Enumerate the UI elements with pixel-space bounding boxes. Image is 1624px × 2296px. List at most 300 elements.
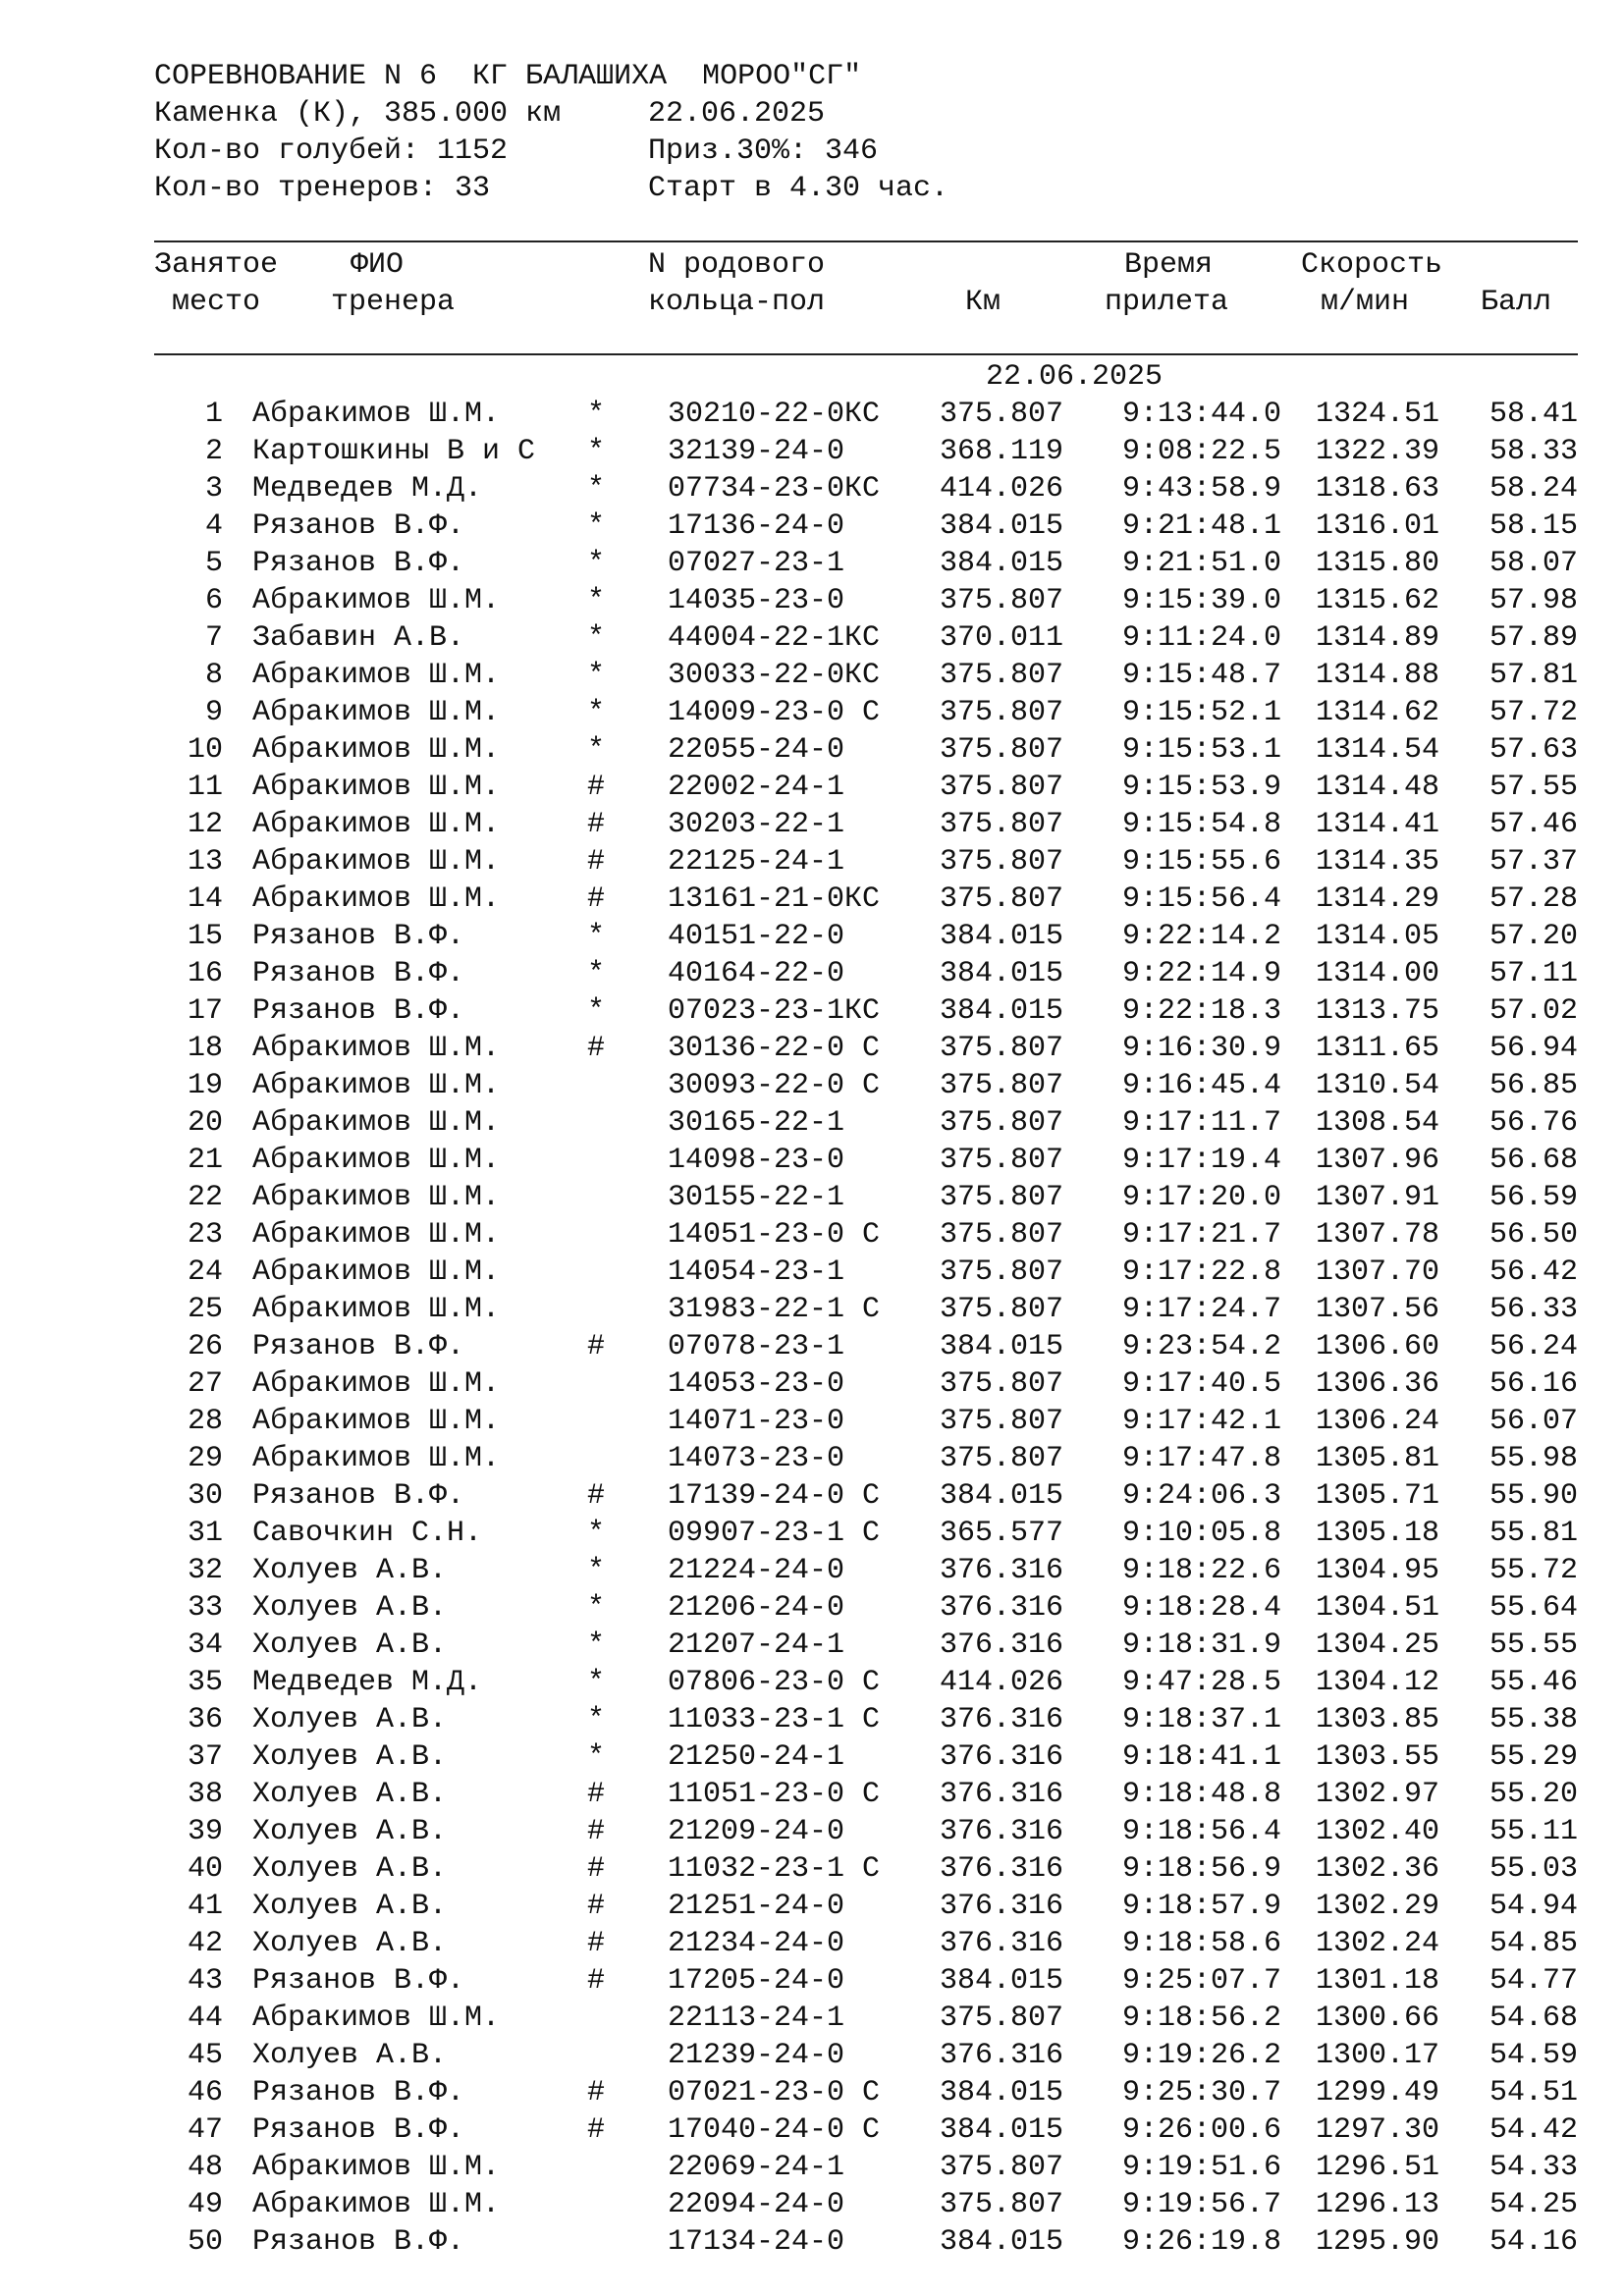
row-trainer-name: Абракимов Ш.М. [252, 1405, 501, 1438]
row-place: 35 [187, 1666, 223, 1699]
row-distance-km: 375.807 [939, 1442, 1063, 1475]
header-top-rule [154, 240, 1578, 242]
row-place: 11 [187, 771, 223, 804]
row-speed: 1318.63 [1315, 472, 1439, 506]
row-speed: 1304.12 [1315, 1666, 1439, 1699]
row-mark: * [587, 920, 606, 953]
row-distance-km: 384.015 [939, 2113, 1063, 2147]
row-arrival-time: 9:43:58.9 [1121, 472, 1281, 506]
row-ring-number: 17136-24-0 [668, 509, 845, 543]
trainer-count: Кол-во тренеров: 33 [154, 172, 491, 205]
row-arrival-time: 9:25:30.7 [1121, 2076, 1281, 2109]
row-arrival-time: 9:19:56.7 [1121, 2188, 1281, 2221]
row-mark: # [587, 771, 606, 804]
row-distance-km: 375.807 [939, 1255, 1063, 1289]
row-arrival-time: 9:18:56.4 [1121, 1815, 1281, 1848]
row-score: 54.25 [1489, 2188, 1578, 2221]
row-place: 25 [187, 1293, 223, 1326]
row-distance-km: 376.316 [939, 1890, 1063, 1923]
row-speed: 1302.24 [1315, 1927, 1439, 1960]
row-arrival-time: 9:17:40.5 [1121, 1367, 1281, 1401]
row-trainer-name: Абракимов Ш.М. [252, 733, 501, 767]
row-ring-number: 44004-22-1КС [668, 621, 881, 655]
row-place: 21 [187, 1144, 223, 1177]
row-arrival-time: 9:15:53.1 [1121, 733, 1281, 767]
col-speed-header-2: м/мин [1321, 286, 1410, 319]
row-arrival-time: 9:18:57.9 [1121, 1890, 1281, 1923]
row-speed: 1300.66 [1315, 2002, 1439, 2035]
row-mark: # [587, 1778, 606, 1811]
row-ring-number: 22055-24-0 [668, 733, 845, 767]
row-distance-km: 376.316 [939, 1591, 1063, 1625]
row-score: 57.63 [1489, 733, 1578, 767]
row-distance-km: 375.807 [939, 771, 1063, 804]
row-trainer-name: Рязанов В.Ф. [252, 1964, 465, 1998]
row-ring-number: 21224-24-0 [668, 1554, 845, 1587]
row-arrival-time: 9:18:37.1 [1121, 1703, 1281, 1736]
col-name-header-1: ФИО [351, 248, 405, 282]
row-trainer-name: Абракимов Ш.М. [252, 1106, 501, 1140]
row-speed: 1322.39 [1315, 435, 1439, 468]
row-score: 55.46 [1489, 1666, 1578, 1699]
row-score: 56.24 [1489, 1330, 1578, 1363]
row-mark: # [587, 882, 606, 916]
row-arrival-time: 9:22:18.3 [1121, 994, 1281, 1028]
row-mark: * [587, 957, 606, 990]
row-ring-number: 21207-24-1 [668, 1629, 845, 1662]
row-distance-km: 365.577 [939, 1517, 1063, 1550]
row-mark: # [587, 808, 606, 841]
row-arrival-time: 9:15:39.0 [1121, 584, 1281, 617]
start-time: Старт в 4.30 час. [648, 172, 949, 205]
row-ring-number: 30165-22-1 [668, 1106, 845, 1140]
row-mark: # [587, 1890, 606, 1923]
row-place: 45 [187, 2039, 223, 2072]
row-place: 37 [187, 1740, 223, 1774]
row-place: 41 [187, 1890, 223, 1923]
row-trainer-name: Абракимов Ш.М. [252, 1218, 501, 1252]
row-trainer-name: Рязанов В.Ф. [252, 547, 465, 580]
row-speed: 1295.90 [1315, 2225, 1439, 2259]
row-distance-km: 375.807 [939, 882, 1063, 916]
row-place: 16 [187, 957, 223, 990]
row-score: 57.11 [1489, 957, 1578, 990]
row-place: 24 [187, 1255, 223, 1289]
row-mark: * [587, 584, 606, 617]
row-distance-km: 375.807 [939, 1293, 1063, 1326]
row-trainer-name: Холуев А.В. [252, 1927, 448, 1960]
row-mark: # [587, 1964, 606, 1998]
row-score: 55.11 [1489, 1815, 1578, 1848]
row-speed: 1314.41 [1315, 808, 1439, 841]
row-ring-number: 40164-22-0 [668, 957, 845, 990]
row-ring-number: 30155-22-1 [668, 1181, 845, 1214]
row-score: 57.55 [1489, 771, 1578, 804]
row-place: 12 [187, 808, 223, 841]
row-trainer-name: Абракимов Ш.М. [252, 2188, 501, 2221]
row-distance-km: 376.316 [939, 2039, 1063, 2072]
row-place: 43 [187, 1964, 223, 1998]
row-arrival-time: 9:18:28.4 [1121, 1591, 1281, 1625]
row-score: 54.42 [1489, 2113, 1578, 2147]
row-place: 2 [204, 435, 223, 468]
row-ring-number: 11051-23-0 С [668, 1778, 881, 1811]
col-score-header: Балл [1481, 286, 1552, 319]
row-place: 18 [187, 1032, 223, 1065]
row-speed: 1324.51 [1315, 398, 1439, 431]
row-ring-number: 30136-22-0 С [668, 1032, 881, 1065]
row-speed: 1300.17 [1315, 2039, 1439, 2072]
row-speed: 1304.51 [1315, 1591, 1439, 1625]
row-distance-km: 375.807 [939, 2188, 1063, 2221]
row-place: 32 [187, 1554, 223, 1587]
row-speed: 1311.65 [1315, 1032, 1439, 1065]
row-place: 30 [187, 1479, 223, 1513]
row-place: 8 [204, 659, 223, 692]
row-score: 58.33 [1489, 435, 1578, 468]
row-trainer-name: Холуев А.В. [252, 1554, 448, 1587]
row-place: 48 [187, 2151, 223, 2184]
row-trainer-name: Рязанов В.Ф. [252, 509, 465, 543]
row-arrival-time: 9:23:54.2 [1121, 1330, 1281, 1363]
row-arrival-time: 9:21:51.0 [1121, 547, 1281, 580]
row-score: 55.29 [1489, 1740, 1578, 1774]
row-arrival-time: 9:10:05.8 [1121, 1517, 1281, 1550]
row-place: 46 [187, 2076, 223, 2109]
row-speed: 1304.95 [1315, 1554, 1439, 1587]
row-speed: 1315.80 [1315, 547, 1439, 580]
row-score: 57.28 [1489, 882, 1578, 916]
row-arrival-time: 9:17:47.8 [1121, 1442, 1281, 1475]
row-trainer-name: Савочкин С.Н. [252, 1517, 483, 1550]
row-score: 55.98 [1489, 1442, 1578, 1475]
row-ring-number: 14071-23-0 [668, 1405, 845, 1438]
row-distance-km: 375.807 [939, 1367, 1063, 1401]
row-ring-number: 09907-23-1 С [668, 1517, 881, 1550]
row-mark: * [587, 1517, 606, 1550]
row-ring-number: 40151-22-0 [668, 920, 845, 953]
row-score: 57.98 [1489, 584, 1578, 617]
row-place: 29 [187, 1442, 223, 1475]
row-distance-km: 376.316 [939, 1852, 1063, 1886]
row-distance-km: 414.026 [939, 472, 1063, 506]
row-speed: 1299.49 [1315, 2076, 1439, 2109]
row-distance-km: 368.119 [939, 435, 1063, 468]
row-score: 57.72 [1489, 696, 1578, 729]
row-ring-number: 22002-24-1 [668, 771, 845, 804]
row-ring-number: 07023-23-1КС [668, 994, 881, 1028]
row-speed: 1297.30 [1315, 2113, 1439, 2147]
row-trainer-name: Холуев А.В. [252, 1778, 448, 1811]
row-ring-number: 21239-24-0 [668, 2039, 845, 2072]
row-distance-km: 375.807 [939, 1181, 1063, 1214]
row-mark: * [587, 509, 606, 543]
row-mark: # [587, 845, 606, 879]
row-score: 54.16 [1489, 2225, 1578, 2259]
row-score: 54.33 [1489, 2151, 1578, 2184]
row-speed: 1302.29 [1315, 1890, 1439, 1923]
row-distance-km: 384.015 [939, 547, 1063, 580]
row-distance-km: 375.807 [939, 845, 1063, 879]
row-score: 56.68 [1489, 1144, 1578, 1177]
row-ring-number: 21206-24-0 [668, 1591, 845, 1625]
row-trainer-name: Рязанов В.Ф. [252, 957, 465, 990]
row-trainer-name: Холуев А.В. [252, 1703, 448, 1736]
row-distance-km: 384.015 [939, 920, 1063, 953]
row-speed: 1303.55 [1315, 1740, 1439, 1774]
row-trainer-name: Медведев М.Д. [252, 472, 483, 506]
row-mark: * [587, 1703, 606, 1736]
row-score: 57.46 [1489, 808, 1578, 841]
row-ring-number: 14053-23-0 [668, 1367, 845, 1401]
row-arrival-time: 9:21:48.1 [1121, 509, 1281, 543]
row-trainer-name: Абракимов Ш.М. [252, 1032, 501, 1065]
row-place: 31 [187, 1517, 223, 1550]
row-place: 42 [187, 1927, 223, 1960]
row-place: 27 [187, 1367, 223, 1401]
row-trainer-name: Абракимов Ш.М. [252, 1367, 501, 1401]
row-speed: 1302.36 [1315, 1852, 1439, 1886]
row-arrival-time: 9:22:14.2 [1121, 920, 1281, 953]
row-trainer-name: Абракимов Ш.М. [252, 1255, 501, 1289]
row-distance-km: 384.015 [939, 957, 1063, 990]
row-distance-km: 384.015 [939, 1479, 1063, 1513]
row-trainer-name: Абракимов Ш.М. [252, 845, 501, 879]
row-arrival-time: 9:18:48.8 [1121, 1778, 1281, 1811]
row-ring-number: 14054-23-1 [668, 1255, 845, 1289]
col-place-header-1: Занятое [154, 248, 279, 282]
row-distance-km: 376.316 [939, 1815, 1063, 1848]
row-mark: # [587, 2076, 606, 2109]
row-trainer-name: Рязанов В.Ф. [252, 2113, 465, 2147]
row-place: 4 [204, 509, 223, 543]
row-trainer-name: Абракимов Ш.М. [252, 696, 501, 729]
row-trainer-name: Абракимов Ш.М. [252, 882, 501, 916]
row-arrival-time: 9:17:20.0 [1121, 1181, 1281, 1214]
row-place: 26 [187, 1330, 223, 1363]
col-speed-header-1: Скорость [1301, 248, 1443, 282]
row-arrival-time: 9:18:41.1 [1121, 1740, 1281, 1774]
row-trainer-name: Холуев А.В. [252, 1629, 448, 1662]
row-distance-km: 376.316 [939, 1629, 1063, 1662]
row-ring-number: 21234-24-0 [668, 1927, 845, 1960]
row-ring-number: 17134-24-0 [668, 2225, 845, 2259]
row-trainer-name: Абракимов Ш.М. [252, 771, 501, 804]
row-ring-number: 30033-22-0КС [668, 659, 881, 692]
row-place: 1 [204, 398, 223, 431]
row-score: 55.64 [1489, 1591, 1578, 1625]
row-ring-number: 14073-23-0 [668, 1442, 845, 1475]
row-place: 49 [187, 2188, 223, 2221]
row-ring-number: 14098-23-0 [668, 1144, 845, 1177]
row-arrival-time: 9:18:56.2 [1121, 2002, 1281, 2035]
row-place: 14 [187, 882, 223, 916]
row-speed: 1303.85 [1315, 1703, 1439, 1736]
row-distance-km: 375.807 [939, 1032, 1063, 1065]
row-speed: 1314.89 [1315, 621, 1439, 655]
row-arrival-time: 9:15:52.1 [1121, 696, 1281, 729]
row-distance-km: 384.015 [939, 994, 1063, 1028]
row-ring-number: 22125-24-1 [668, 845, 845, 879]
row-trainer-name: Холуев А.В. [252, 1815, 448, 1848]
row-score: 54.94 [1489, 1890, 1578, 1923]
row-place: 36 [187, 1703, 223, 1736]
row-trainer-name: Абракимов Ш.М. [252, 584, 501, 617]
row-mark: * [587, 659, 606, 692]
row-place: 39 [187, 1815, 223, 1848]
row-speed: 1305.71 [1315, 1479, 1439, 1513]
row-trainer-name: Холуев А.В. [252, 1852, 448, 1886]
row-arrival-time: 9:47:28.5 [1121, 1666, 1281, 1699]
row-ring-number: 07021-23-0 С [668, 2076, 881, 2109]
col-time-header-2: прилета [1105, 286, 1229, 319]
row-arrival-time: 9:18:56.9 [1121, 1852, 1281, 1886]
row-place: 23 [187, 1218, 223, 1252]
row-trainer-name: Рязанов В.Ф. [252, 1479, 465, 1513]
row-arrival-time: 9:15:56.4 [1121, 882, 1281, 916]
row-score: 55.72 [1489, 1554, 1578, 1587]
row-ring-number: 07078-23-1 [668, 1330, 845, 1363]
row-trainer-name: Абракимов Ш.М. [252, 398, 501, 431]
row-ring-number: 17139-24-0 С [668, 1479, 881, 1513]
row-speed: 1306.60 [1315, 1330, 1439, 1363]
row-mark: # [587, 1330, 606, 1363]
row-distance-km: 375.807 [939, 696, 1063, 729]
row-arrival-time: 9:15:53.9 [1121, 771, 1281, 804]
col-place-header-2: место [172, 286, 261, 319]
row-score: 55.38 [1489, 1703, 1578, 1736]
row-trainer-name: Абракимов Ш.М. [252, 1442, 501, 1475]
row-distance-km: 375.807 [939, 1218, 1063, 1252]
row-ring-number: 13161-21-0КС [668, 882, 881, 916]
row-distance-km: 375.807 [939, 1144, 1063, 1177]
col-ring-header-1: N родового [648, 248, 826, 282]
row-mark: # [587, 1852, 606, 1886]
row-distance-km: 375.807 [939, 1069, 1063, 1102]
row-speed: 1302.97 [1315, 1778, 1439, 1811]
row-score: 54.77 [1489, 1964, 1578, 1998]
row-score: 57.89 [1489, 621, 1578, 655]
pigeon-count: Кол-во голубей: 1152 [154, 134, 509, 168]
row-arrival-time: 9:18:22.6 [1121, 1554, 1281, 1587]
row-place: 22 [187, 1181, 223, 1214]
row-speed: 1310.54 [1315, 1069, 1439, 1102]
row-trainer-name: Абракимов Ш.М. [252, 659, 501, 692]
row-score: 57.02 [1489, 994, 1578, 1028]
row-score: 56.16 [1489, 1367, 1578, 1401]
row-speed: 1315.62 [1315, 584, 1439, 617]
row-speed: 1306.36 [1315, 1367, 1439, 1401]
row-speed: 1296.13 [1315, 2188, 1439, 2221]
row-place: 28 [187, 1405, 223, 1438]
row-ring-number: 30093-22-0 С [668, 1069, 881, 1102]
row-distance-km: 414.026 [939, 1666, 1063, 1699]
row-place: 13 [187, 845, 223, 879]
row-speed: 1314.00 [1315, 957, 1439, 990]
row-ring-number: 07027-23-1 [668, 547, 845, 580]
row-distance-km: 384.015 [939, 1964, 1063, 1998]
row-trainer-name: Холуев А.В. [252, 1890, 448, 1923]
row-place: 7 [204, 621, 223, 655]
row-distance-km: 375.807 [939, 584, 1063, 617]
row-mark: * [587, 621, 606, 655]
row-score: 58.24 [1489, 472, 1578, 506]
row-speed: 1304.25 [1315, 1629, 1439, 1662]
row-mark: # [587, 1927, 606, 1960]
row-speed: 1305.81 [1315, 1442, 1439, 1475]
row-speed: 1308.54 [1315, 1106, 1439, 1140]
row-trainer-name: Абракимов Ш.М. [252, 2151, 501, 2184]
row-distance-km: 375.807 [939, 2002, 1063, 2035]
row-trainer-name: Рязанов В.Ф. [252, 1330, 465, 1363]
row-distance-km: 384.015 [939, 1330, 1063, 1363]
row-arrival-time: 9:11:24.0 [1121, 621, 1281, 655]
row-trainer-name: Картошкины В и С [252, 435, 536, 468]
row-score: 58.41 [1489, 398, 1578, 431]
row-mark: * [587, 435, 606, 468]
row-mark: * [587, 472, 606, 506]
row-mark: * [587, 696, 606, 729]
row-arrival-time: 9:25:07.7 [1121, 1964, 1281, 1998]
row-trainer-name: Абракимов Ш.М. [252, 1069, 501, 1102]
prize-percent: Приз.30%: 346 [648, 134, 879, 168]
row-distance-km: 384.015 [939, 2225, 1063, 2259]
row-ring-number: 30203-22-1 [668, 808, 845, 841]
row-ring-number: 30210-22-0КС [668, 398, 881, 431]
row-score: 54.85 [1489, 1927, 1578, 1960]
row-score: 55.03 [1489, 1852, 1578, 1886]
row-place: 38 [187, 1778, 223, 1811]
row-speed: 1313.75 [1315, 994, 1439, 1028]
row-place: 19 [187, 1069, 223, 1102]
row-ring-number: 11032-23-1 С [668, 1852, 881, 1886]
row-arrival-time: 9:17:19.4 [1121, 1144, 1281, 1177]
row-speed: 1307.91 [1315, 1181, 1439, 1214]
row-arrival-time: 9:08:22.5 [1121, 435, 1281, 468]
row-speed: 1314.35 [1315, 845, 1439, 879]
row-ring-number: 17205-24-0 [668, 1964, 845, 1998]
row-arrival-time: 9:17:42.1 [1121, 1405, 1281, 1438]
row-score: 55.55 [1489, 1629, 1578, 1662]
row-trainer-name: Абракимов Ш.М. [252, 1293, 501, 1326]
col-time-header-1: Время [1124, 248, 1214, 282]
row-arrival-time: 9:22:14.9 [1121, 957, 1281, 990]
row-distance-km: 384.015 [939, 2076, 1063, 2109]
row-distance-km: 376.316 [939, 1740, 1063, 1774]
col-ring-header-2: кольца-пол [648, 286, 826, 319]
row-speed: 1296.51 [1315, 2151, 1439, 2184]
row-speed: 1301.18 [1315, 1964, 1439, 1998]
row-distance-km: 375.807 [939, 1405, 1063, 1438]
col-km-header: Км [965, 286, 1001, 319]
row-speed: 1314.48 [1315, 771, 1439, 804]
row-score: 56.85 [1489, 1069, 1578, 1102]
row-arrival-time: 9:26:00.6 [1121, 2113, 1281, 2147]
row-arrival-time: 9:17:21.7 [1121, 1218, 1281, 1252]
row-mark: # [587, 1032, 606, 1065]
row-score: 55.90 [1489, 1479, 1578, 1513]
row-place: 6 [204, 584, 223, 617]
row-speed: 1307.96 [1315, 1144, 1439, 1177]
row-arrival-time: 9:18:31.9 [1121, 1629, 1281, 1662]
row-trainer-name: Абракимов Ш.М. [252, 808, 501, 841]
row-arrival-time: 9:17:22.8 [1121, 1255, 1281, 1289]
row-arrival-time: 9:15:54.8 [1121, 808, 1281, 841]
row-score: 54.68 [1489, 2002, 1578, 2035]
row-ring-number: 07806-23-0 С [668, 1666, 881, 1699]
row-score: 55.20 [1489, 1778, 1578, 1811]
row-ring-number: 14051-23-0 С [668, 1218, 881, 1252]
